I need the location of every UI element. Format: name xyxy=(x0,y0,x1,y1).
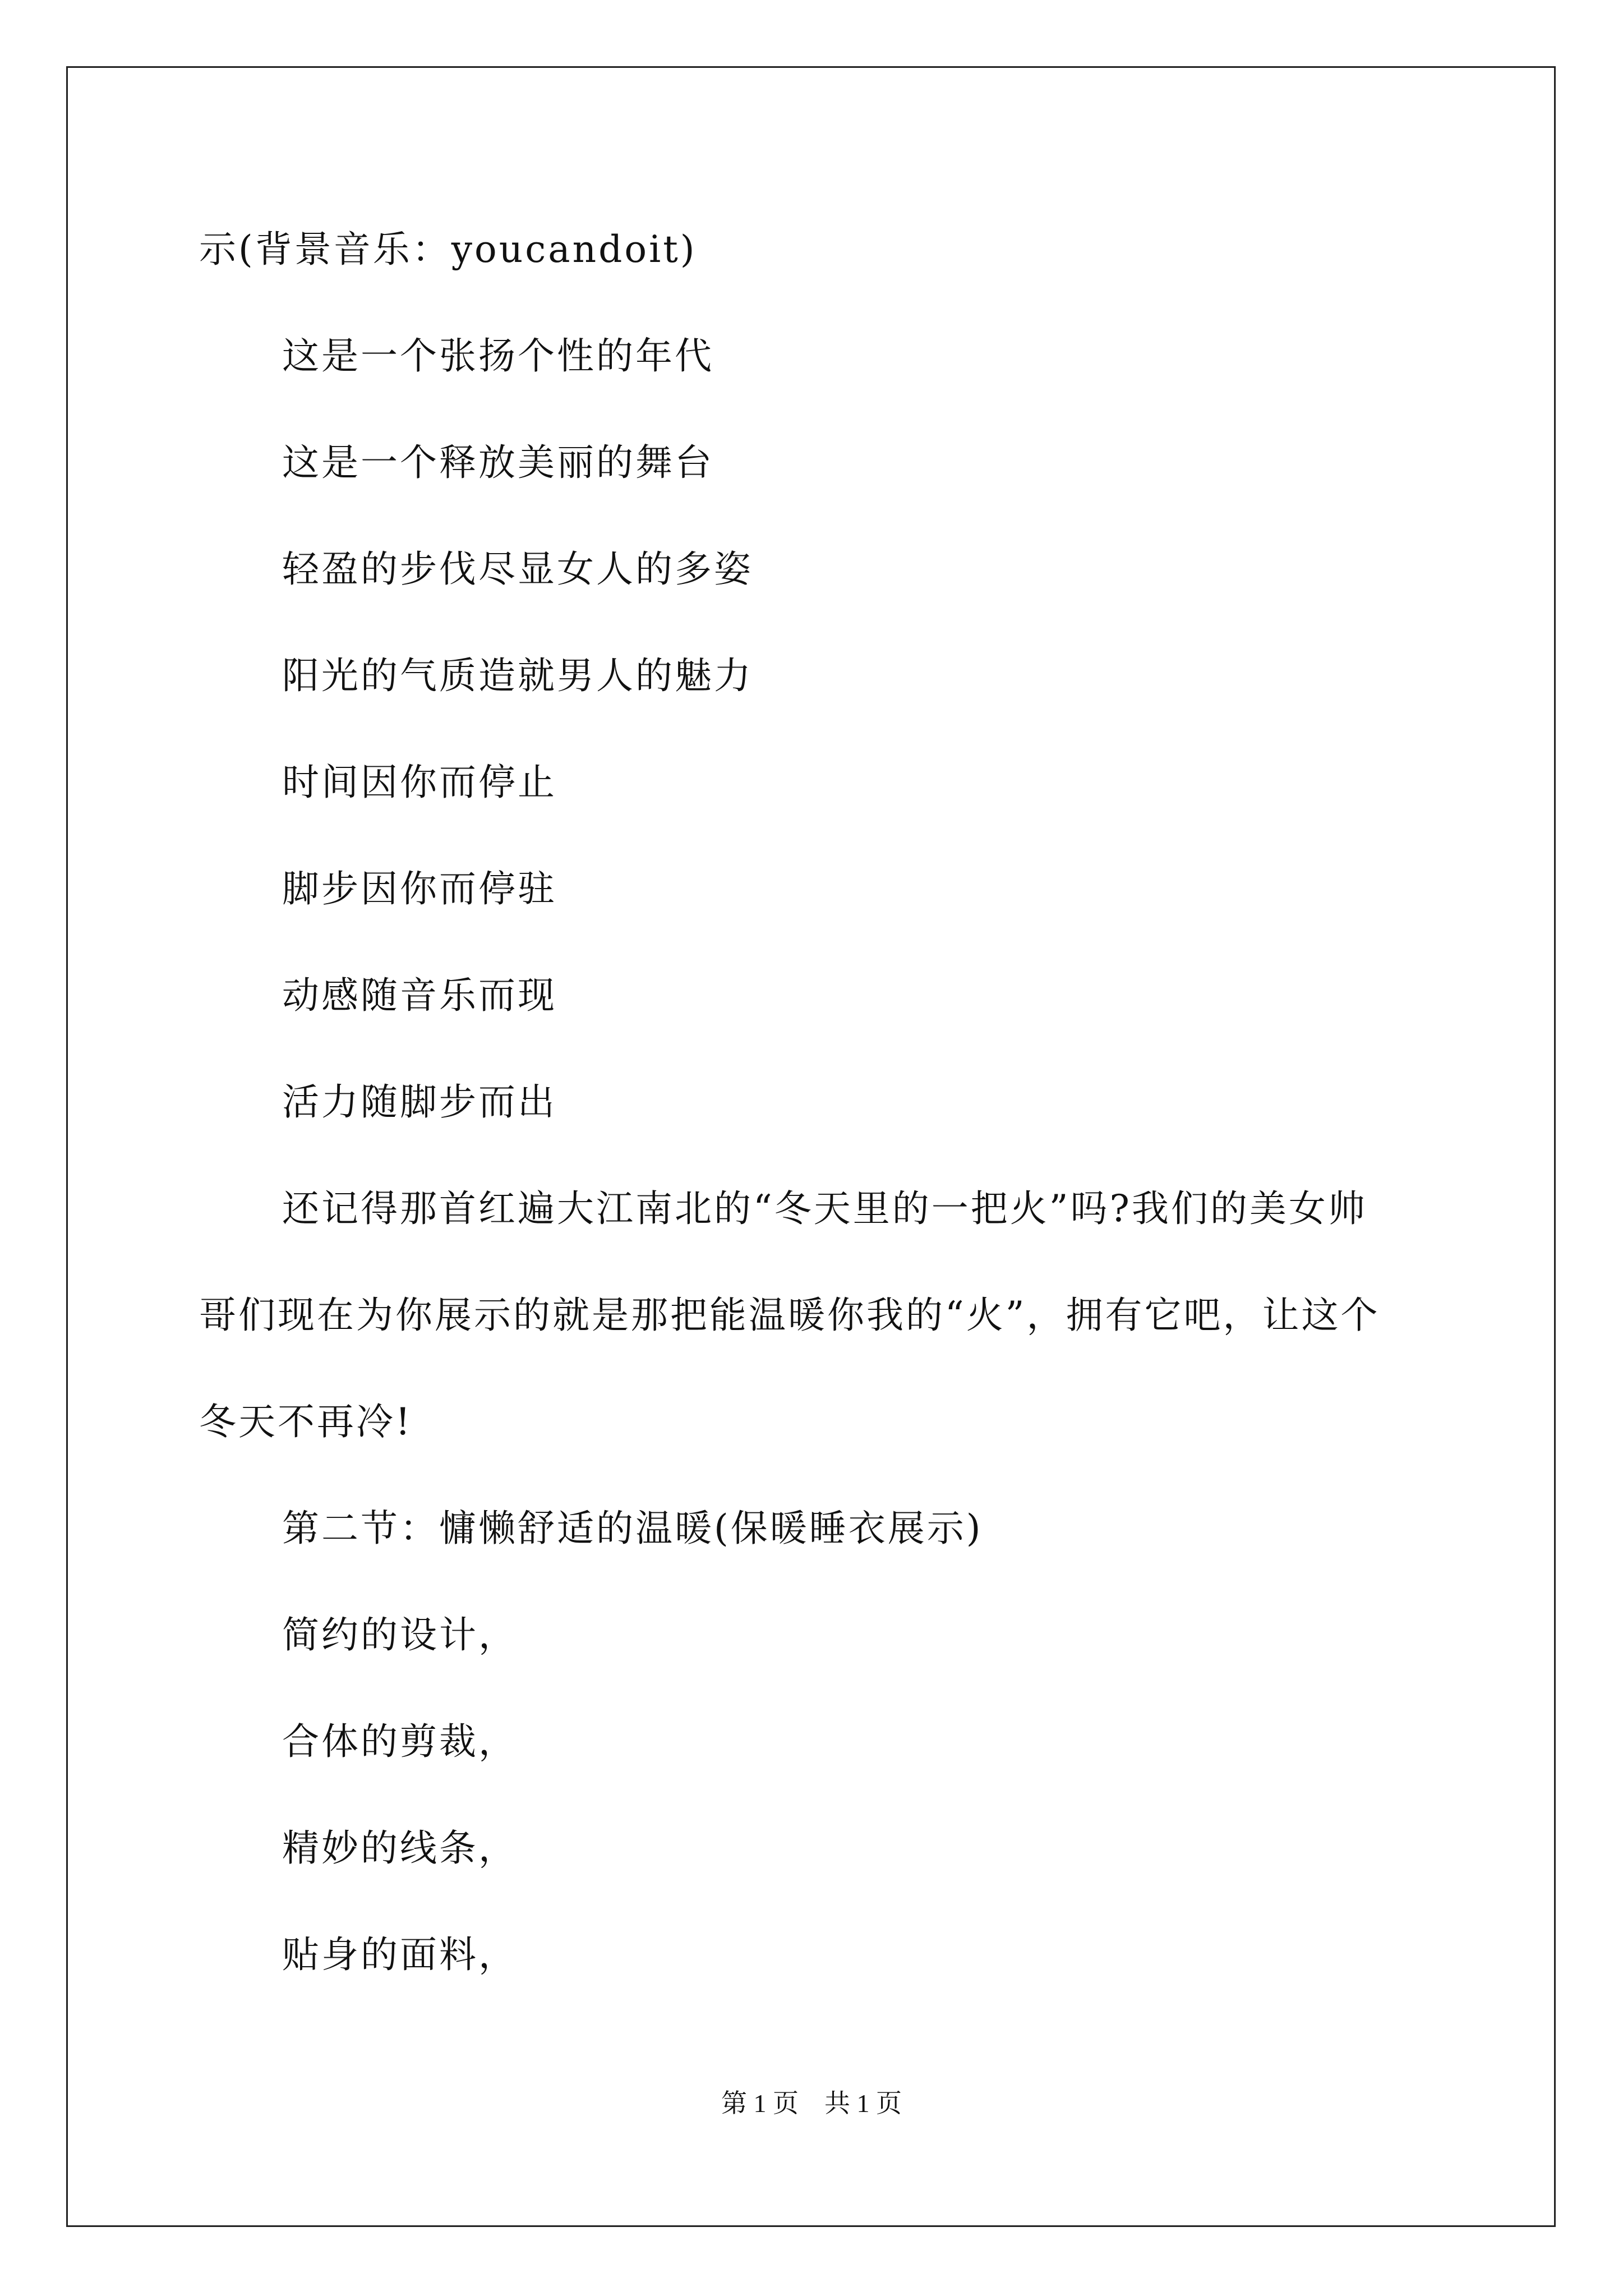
text-line: 简约的设计， xyxy=(282,1613,518,1657)
text-line: 活力随脚步而出 xyxy=(282,1080,557,1124)
text-line: 示(背景音乐：youcandoit) xyxy=(199,228,697,271)
text-line: 贴身的面料， xyxy=(282,1933,518,1976)
page-number-footer: 第 1 页 共 1 页 xyxy=(721,2089,902,2118)
section-heading: 第二节：慵懒舒适的温暖(保暖睡衣展示) xyxy=(282,1507,983,1550)
text-line: 这是一个释放美丽的舞台 xyxy=(282,441,714,484)
text-line: 时间因你而停止 xyxy=(282,761,557,804)
text-line: 合体的剪裁， xyxy=(282,1720,518,1763)
text-line: 脚步因你而停驻 xyxy=(282,867,557,910)
text-line: 还记得那首红遍大江南北的“冬天里的一把火”吗?我们的美女帅 xyxy=(282,1187,1367,1230)
text-line: 阳光的气质造就男人的魅力 xyxy=(282,654,753,697)
text-line: 精妙的线条， xyxy=(282,1826,518,1870)
text-line: 哥们现在为你展示的就是那把能温暖你我的“火”，拥有它吧，让这个 xyxy=(199,1294,1380,1337)
text-line: 轻盈的步伐尽显女人的多姿 xyxy=(282,547,753,591)
page-border xyxy=(66,66,1556,2227)
text-line: 冬天不再冷! xyxy=(199,1400,413,1443)
text-line: 动感随音乐而现 xyxy=(282,974,557,1017)
text-line: 这是一个张扬个性的年代 xyxy=(282,334,714,378)
